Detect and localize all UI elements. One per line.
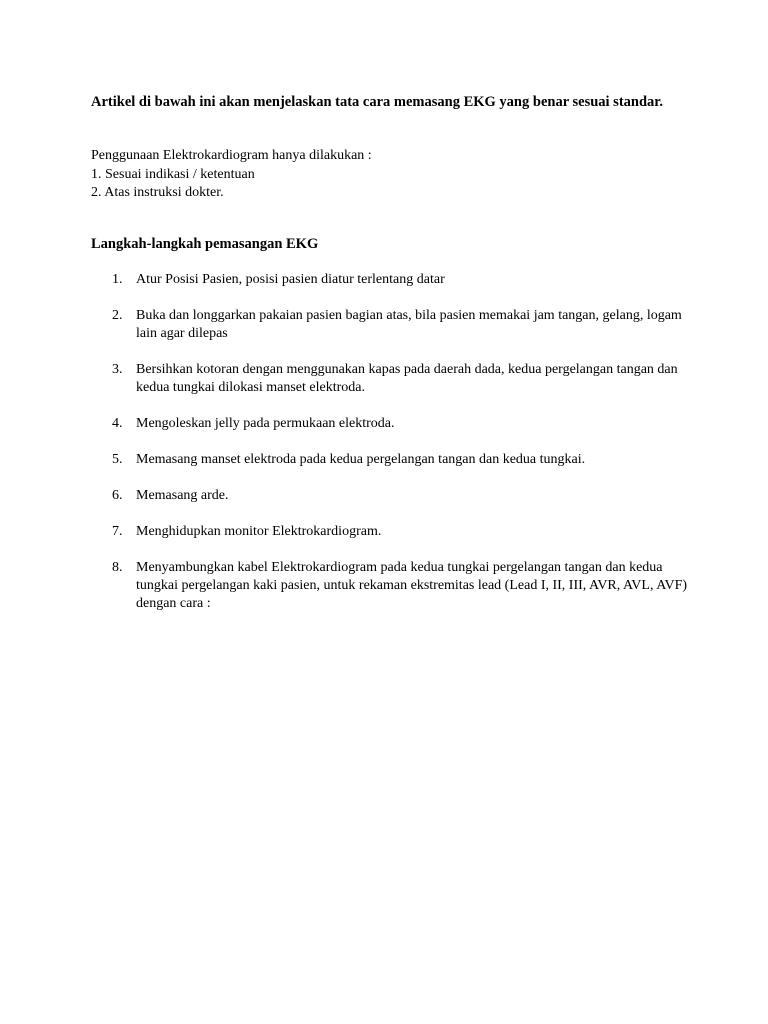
step-text: Mengoleskan jelly pada permukaan elektroda. [136,416,395,431]
usage-section [91,147,681,203]
step-text: Memasang manset elektroda pada kedua pergelangan tangan dan kedua tungkai. [136,452,586,467]
usage-item: 2. Atas instruksi dokter. [91,185,224,200]
list-item [91,271,691,289]
step-number: 7. [112,524,123,539]
step-text: Buka dan longgarkan pakaian pasien bagian atas, bila pasien memakai jam tangan, gelang, logam lain agar dilepas [136,308,682,341]
step-number: 2. [112,308,123,323]
step-text: Memasang arde. [136,488,229,503]
step-number: 8. [112,560,123,575]
step-number: 1. [112,272,123,287]
list-item [91,307,691,343]
step-text: Menghidupkan monitor Elektrokardiogram. [136,524,382,539]
step-number: 4. [112,416,123,431]
step-number: 6. [112,488,123,503]
steps-list [91,271,691,631]
step-text: Atur Posisi Pasien, posisi pasien diatur terlentang datar [136,272,445,287]
step-number: 3. [112,362,123,377]
usage-title: Penggunaan Elektrokardiogram hanya dilakukan : [91,148,372,163]
intro-paragraph: Artikel di bawah ini akan menjelaskan tata cara memasang EKG yang benar sesuai standar. [91,94,664,110]
list-item [91,487,691,505]
step-number: 5. [112,452,123,467]
list-item [91,361,691,397]
step-text: Menyambungkan kabel Elektrokardiogram pada kedua tungkai pergelangan tangan dan kedua tungkai pergelangan kaki pasien, untuk rekaman ekstremitas lead (Lead I, II, III, AVR, AVL, AVF) dengan cara : [136,560,688,611]
steps-heading: Langkah-langkah pemasangan EKG [91,236,319,252]
list-item [91,451,691,469]
list-item [91,415,691,433]
step-text: Bersihkan kotoran dengan menggunakan kapas pada daerah dada, kedua pergelangan tangan dan kedua tungkai dilokasi manset elektroda. [136,362,678,395]
list-item [91,559,691,613]
list-item [91,523,691,541]
usage-item: 1. Sesuai indikasi / ketentuan [91,166,255,182]
